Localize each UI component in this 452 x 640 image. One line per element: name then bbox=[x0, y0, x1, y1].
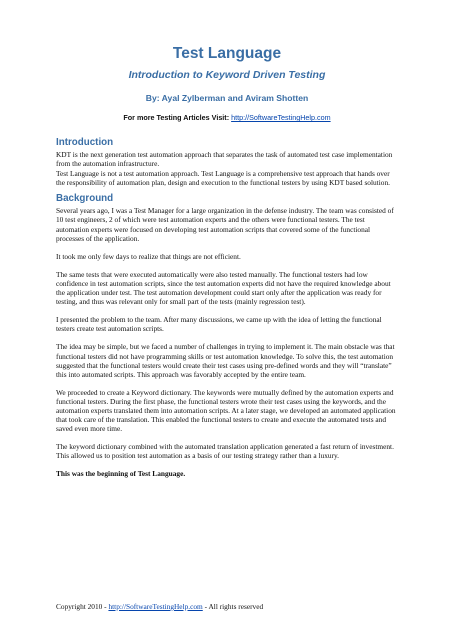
document-title: Test Language bbox=[172, 45, 282, 62]
document-subtitle: Introduction to Keyword Driven Testing bbox=[128, 69, 326, 81]
introduction-heading: Introduction bbox=[56, 137, 114, 148]
background-heading: Background bbox=[56, 193, 114, 205]
footer-link[interactable]: http://SoftwareTestingHelp.com bbox=[108, 602, 203, 611]
introduction-paragraph: Test Language is not a test automation approach. Test Language is a comprehensive test approach that hands over the responsibility of automation plan, design and execution to the functional testers by using KDT based solution. bbox=[56, 169, 390, 188]
background-paragraph: It took me only few days to realize that things are not efficient. bbox=[56, 251, 241, 261]
background-paragraph: The keyword dictionary combined with the automated translation application generated a fast return of investment. This allowed us to position test automation as a basis of our testing strategy rather than a luxury. bbox=[56, 442, 394, 461]
more-articles-line bbox=[56, 113, 398, 123]
page-footer bbox=[56, 602, 263, 612]
closing-statement: This was the beginning of Test Language. bbox=[56, 469, 186, 479]
footer-copyright: Copyright 2010 - bbox=[56, 602, 109, 611]
background-paragraph: The idea may be simple, but we faced a number of challenges in trying to implement it. The main obstacle was that functional testers did not have programming skills or test automation knowledge. To solve this, the test automation suggested that the functional testers would create their test cases using pre-defined words and they will “translate” this into automated scripts. This approach was favorably accepted by the entire team. bbox=[56, 342, 395, 379]
more-articles-label: For more Testing Articles Visit: bbox=[123, 113, 230, 122]
background-paragraph: Several years ago, I was a Test Manager for a large organization in the defense industry. The team was consisted of 10 test engineers, 2 of which were test automation experts and the others were functional testers. The test automation experts were focused on developing test automation scripts that covered some of the functional processes of the application. bbox=[56, 206, 394, 243]
footer-rights: - All rights reserved bbox=[202, 602, 264, 611]
background-paragraph: We proceeded to create a Keyword dictionary. The keywords were mutually defined by the automation experts and functional testers. During the first phase, the functional testers wrote their test cases using the keywords, and the automation experts translated them into automation scripts. At a later stage, we developed an automated application that took care of the translation. This enabled the functional testers to create and execute the automated tests and saved even more time. bbox=[56, 387, 396, 434]
background-paragraph: The same tests that were executed automatically were also tested manually. The functional testers had low confidence in test automation scripts, since the test automation experts did not have the required knowledge about the application under test. The test automation development could start only after the application was ready for testing, and thus was relevant only for small part of the tests (mainly regression test). bbox=[56, 269, 391, 307]
document-authors: By: Ayal Zylberman and Aviram Shotten bbox=[145, 93, 309, 103]
more-articles-link[interactable]: http://SoftwareTestingHelp.com bbox=[231, 113, 331, 122]
background-paragraph: I presented the problem to the team. After many discussions, we came up with the idea of letting the functional testers create test automation scripts. bbox=[56, 315, 382, 334]
introduction-paragraph: KDT is the next generation test automation approach that separates the task of automated test case implementation from the automation infrastructure. bbox=[56, 150, 393, 169]
